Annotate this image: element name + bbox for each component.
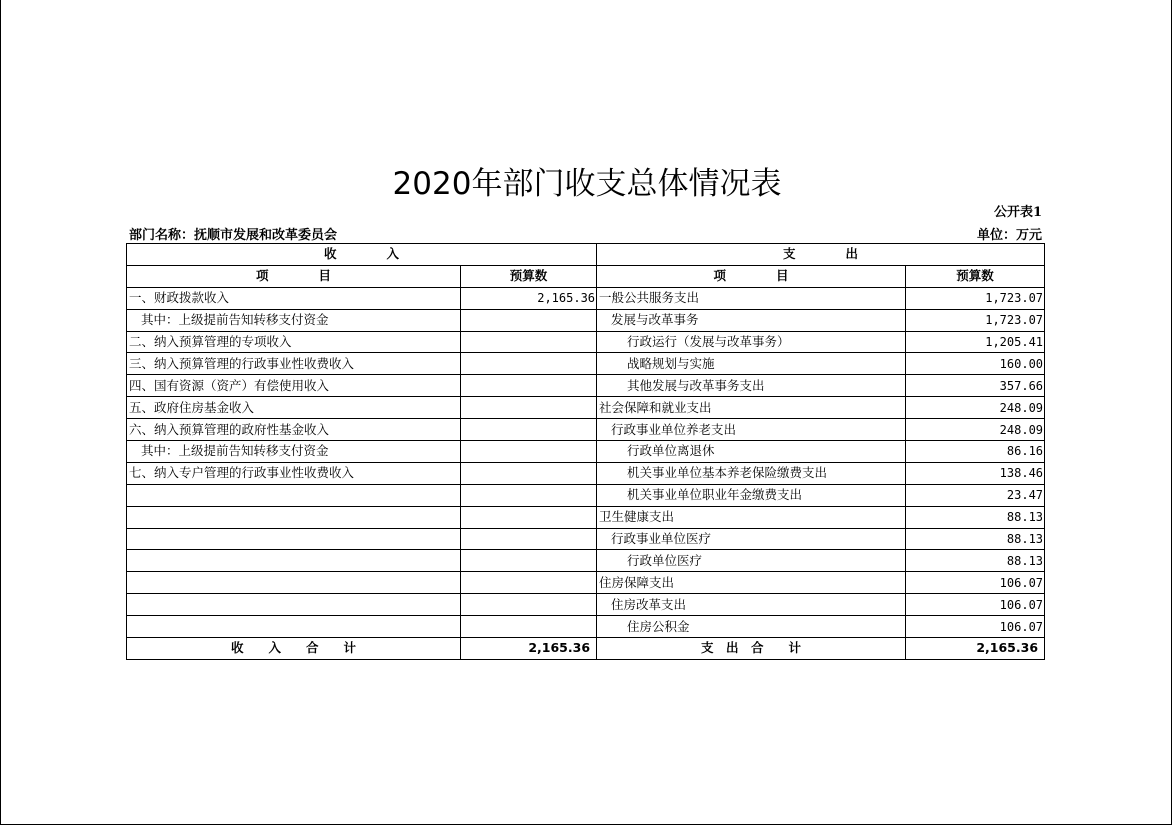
expense-budget-cell: 160.00: [906, 353, 1045, 375]
income-item-cell: 二、纳入预算管理的专项收入: [127, 331, 461, 353]
income-item-cell: [127, 484, 461, 506]
table-row: [127, 309, 1045, 331]
income-item-cell: 四、国有资源（资产）有偿使用收入: [127, 375, 461, 397]
income-budget-cell: [461, 528, 597, 550]
income-budget-cell: [461, 397, 597, 419]
income-budget-header: 预算数: [461, 265, 597, 287]
income-item-cell: 其中：上级提前告知转移支付资金: [127, 441, 461, 463]
table-row: [127, 462, 1045, 484]
table-row: [127, 550, 1045, 572]
expense-total-value: 2,165.36: [906, 638, 1045, 660]
expense-item-cell: 住房公积金: [597, 616, 906, 638]
expense-item-cell: 行政单位离退休: [597, 441, 906, 463]
table-row: [127, 616, 1045, 638]
income-header: 收 入: [127, 244, 597, 266]
column-header-row: [127, 265, 1045, 287]
income-item-cell: [127, 550, 461, 572]
expense-total-label: 支 出 合 计: [597, 638, 906, 660]
expense-budget-cell: 1,723.07: [906, 309, 1045, 331]
income-item-cell: 其中：上级提前告知转移支付资金: [127, 309, 461, 331]
income-budget-cell: [461, 309, 597, 331]
expense-budget-cell: 88.13: [906, 506, 1045, 528]
table-row: [127, 353, 1045, 375]
income-item-cell: [127, 572, 461, 594]
expense-item-cell: 其他发展与改革事务支出: [597, 375, 906, 397]
department-name: 部门名称：抚顺市发展和改革委员会: [129, 228, 338, 243]
table-row: [127, 484, 1045, 506]
income-item-cell: 七、纳入专户管理的行政事业性收费收入: [127, 462, 461, 484]
income-item-cell: 三、纳入预算管理的行政事业性收费收入: [127, 353, 461, 375]
page-title: 2020年部门收支总体情况表: [392, 166, 782, 202]
income-total-label: 收 入 合 计: [127, 638, 461, 660]
expense-budget-cell: 106.07: [906, 616, 1045, 638]
table-row: [127, 528, 1045, 550]
income-budget-cell: [461, 441, 597, 463]
expense-budget-cell: 23.47: [906, 484, 1045, 506]
expense-item-cell: 卫生健康支出: [597, 506, 906, 528]
income-budget-cell: [461, 419, 597, 441]
table-row: [127, 375, 1045, 397]
income-item-cell: [127, 594, 461, 616]
table-row: [127, 594, 1045, 616]
income-budget-cell: [461, 484, 597, 506]
income-item-cell: 五、政府住房基金收入: [127, 397, 461, 419]
totals-row: [127, 638, 1045, 660]
income-budget-cell: 2,165.36: [461, 287, 597, 309]
table-row: [127, 441, 1045, 463]
expense-budget-cell: 88.13: [906, 550, 1045, 572]
income-item-cell: [127, 616, 461, 638]
expense-item-cell: 住房保障支出: [597, 572, 906, 594]
income-budget-cell: [461, 353, 597, 375]
budget-table: [126, 243, 1045, 660]
form-number: 公开表1: [993, 205, 1042, 220]
expense-item-cell: 机关事业单位职业年金缴费支出: [597, 484, 906, 506]
income-budget-cell: [461, 375, 597, 397]
income-item-cell: [127, 528, 461, 550]
income-budget-cell: [461, 550, 597, 572]
expense-item-cell: 战略规划与实施: [597, 353, 906, 375]
expense-item-cell: 机关事业单位基本养老保险缴费支出: [597, 462, 906, 484]
expense-item-cell: 发展与改革事务: [597, 309, 906, 331]
expense-header: 支 出: [597, 244, 1045, 266]
table-row: [127, 331, 1045, 353]
income-budget-cell: [461, 506, 597, 528]
expense-budget-cell: 86.16: [906, 441, 1045, 463]
table-row: [127, 287, 1045, 309]
section-header-row: [127, 244, 1045, 266]
income-budget-cell: [461, 572, 597, 594]
income-item-cell: 六、纳入预算管理的政府性基金收入: [127, 419, 461, 441]
income-item-cell: [127, 506, 461, 528]
expense-item-cell: 一般公共服务支出: [597, 287, 906, 309]
expense-item-header: 项 目: [597, 265, 906, 287]
table-row: [127, 419, 1045, 441]
income-budget-cell: [461, 331, 597, 353]
income-item-cell: 一、财政拨款收入: [127, 287, 461, 309]
table-row: [127, 397, 1045, 419]
expense-budget-cell: 106.07: [906, 572, 1045, 594]
expense-item-cell: 社会保障和就业支出: [597, 397, 906, 419]
expense-budget-cell: 106.07: [906, 594, 1045, 616]
expense-budget-cell: 88.13: [906, 528, 1045, 550]
income-budget-cell: [461, 616, 597, 638]
income-total-value: 2,165.36: [461, 638, 597, 660]
expense-budget-cell: 248.09: [906, 419, 1045, 441]
expense-budget-cell: 248.09: [906, 397, 1045, 419]
expense-budget-header: 预算数: [906, 265, 1045, 287]
expense-item-cell: 住房改革支出: [597, 594, 906, 616]
table-row: [127, 506, 1045, 528]
table-row: [127, 572, 1045, 594]
income-budget-cell: [461, 462, 597, 484]
expense-budget-cell: 357.66: [906, 375, 1045, 397]
income-budget-cell: [461, 594, 597, 616]
income-item-header: 项 目: [127, 265, 461, 287]
expense-item-cell: 行政事业单位养老支出: [597, 419, 906, 441]
unit-label: 单位：万元: [976, 228, 1042, 243]
expense-budget-cell: 1,723.07: [906, 287, 1045, 309]
expense-item-cell: 行政单位医疗: [597, 550, 906, 572]
expense-budget-cell: 1,205.41: [906, 331, 1045, 353]
expense-item-cell: 行政运行（发展与改革事务）: [597, 331, 906, 353]
expense-item-cell: 行政事业单位医疗: [597, 528, 906, 550]
expense-budget-cell: 138.46: [906, 462, 1045, 484]
